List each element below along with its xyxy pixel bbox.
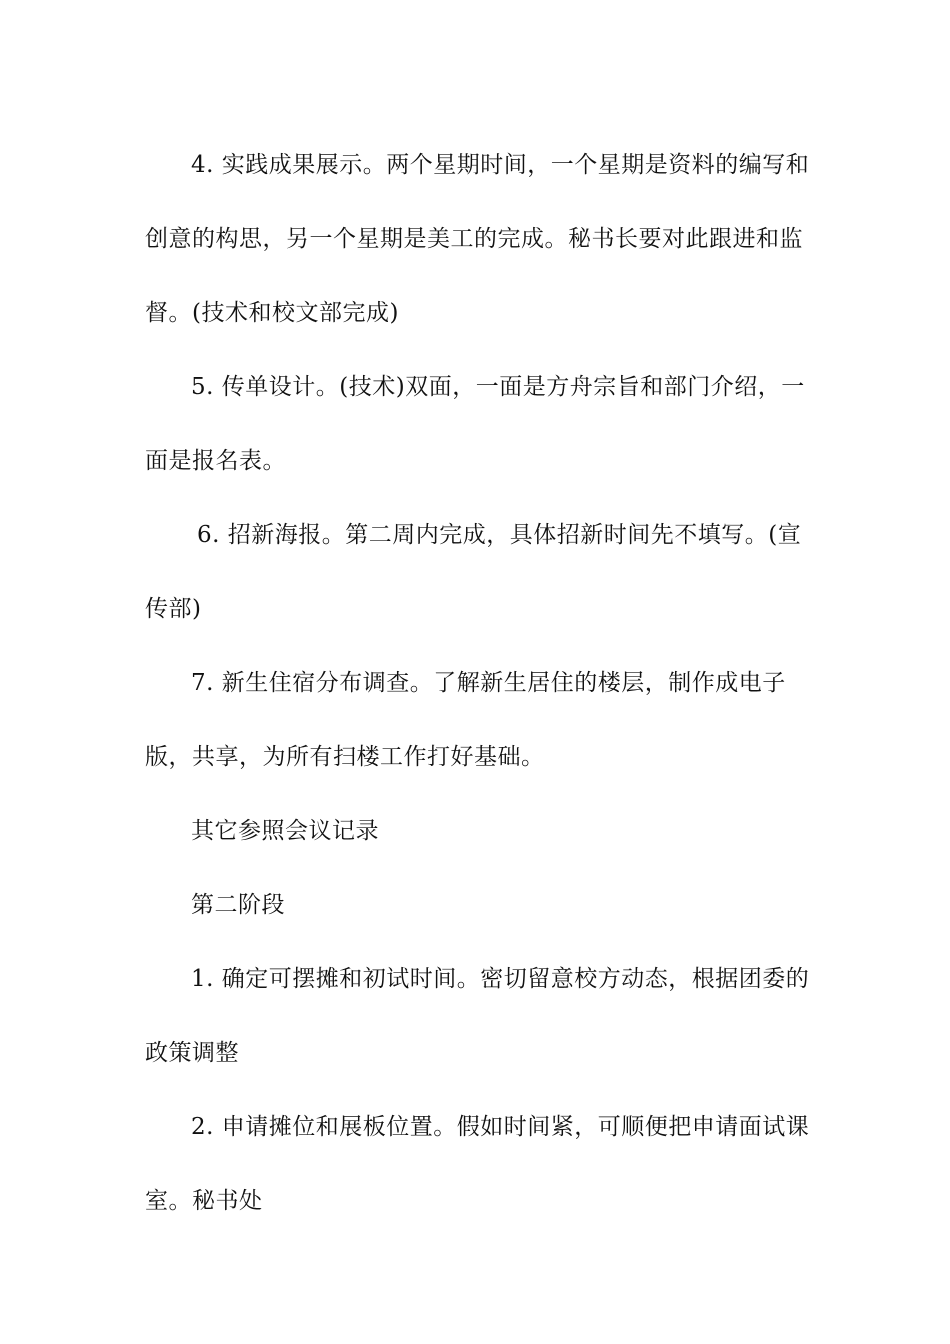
- paragraph-item-2: 2. 申请摊位和展板位置。假如时间紧，可顺便把申请面试课室。秘书处: [145, 1114, 810, 1214]
- paragraph-item-5: 5. 传单设计。(技术)双面，一面是方舟宗旨和部门介绍，一面是报名表。: [145, 374, 805, 474]
- paragraph-item-1: 1. 确定可摆摊和初试时间。密切留意校方动态，根据团委的政策调整: [145, 966, 810, 1066]
- paragraph-item-6: 6. 招新海报。第二周内完成，具体招新时间先不填写。(宣传部): [145, 522, 802, 622]
- paragraph-item-7: 7. 新生住宿分布调查。了解新生居住的楼层，制作成电子版，共享，为所有扫楼工作打好基础。: [145, 670, 786, 770]
- section-heading-stage-two: 第二阶段: [191, 892, 285, 918]
- document-body: [145, 128, 810, 1238]
- paragraph-item-4: 4. 实践成果展示。两个星期时间，一个星期是资料的编写和创意的构思，另一个星期是美工的完成。秘书长要对此跟进和监督。(技术和校文部完成): [145, 152, 810, 326]
- paragraph-meeting-reference: 其它参照会议记录: [191, 818, 379, 844]
